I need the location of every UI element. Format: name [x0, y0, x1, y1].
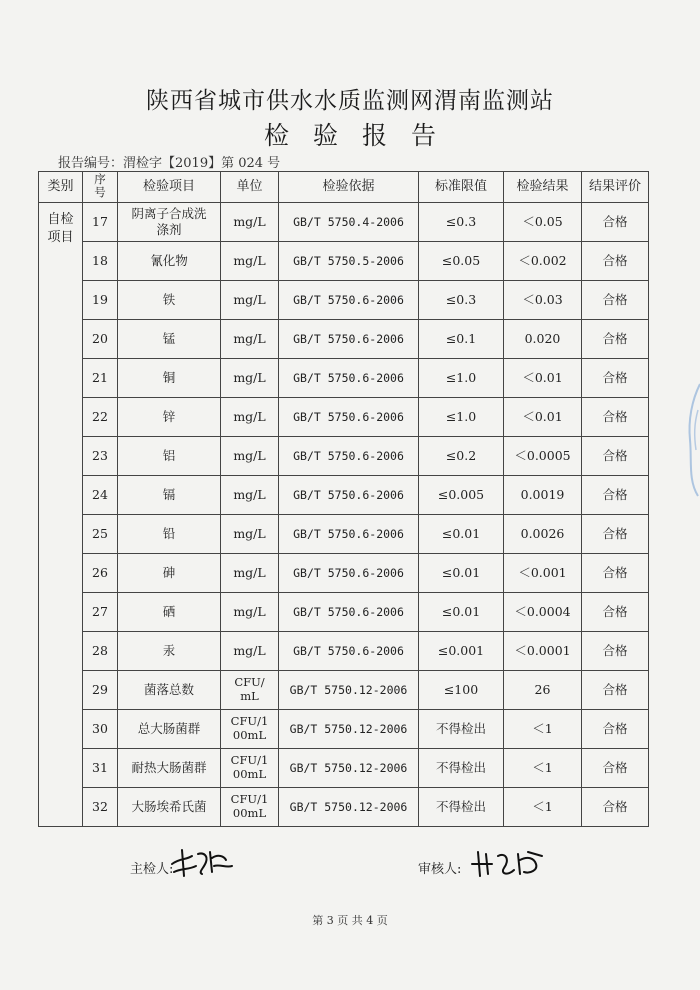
unit: mg/L	[221, 476, 279, 515]
report-title: 检验报告	[263, 121, 460, 150]
standard-limit: ≤0.3	[419, 203, 504, 242]
test-result: 0.0026	[504, 515, 582, 554]
test-method: GB/T 5750.12-2006	[279, 671, 419, 710]
standard-limit: ≤0.05	[419, 242, 504, 281]
standard-limit: ≤1.0	[419, 359, 504, 398]
evaluation: 合格	[582, 203, 649, 242]
row-number: 30	[83, 710, 118, 749]
unit: mg/L	[221, 281, 279, 320]
standard-limit: ≤0.01	[419, 515, 504, 554]
standard-limit: ≤0.01	[419, 554, 504, 593]
row-number: 24	[83, 476, 118, 515]
test-item: 铁	[118, 281, 221, 320]
test-method: GB/T 5750.6-2006	[279, 515, 419, 554]
table-row	[39, 320, 649, 359]
standard-limit: ≤0.005	[419, 476, 504, 515]
standard-limit: ≤0.3	[419, 281, 504, 320]
unit: mg/L	[221, 203, 279, 242]
standard-limit: ≤0.1	[419, 320, 504, 359]
page-number: 第 3 页 共 4 页	[312, 914, 388, 927]
test-item: 铜	[118, 359, 221, 398]
test-result: 0.020	[504, 320, 582, 359]
table-row	[39, 671, 649, 710]
test-result: 0.0019	[504, 476, 582, 515]
standard-limit: 不得检出	[419, 788, 504, 827]
unit: CFU/mL	[221, 671, 279, 710]
header-method: 检验依据	[279, 172, 419, 203]
test-result: ＜1	[504, 710, 582, 749]
evaluation: 合格	[582, 632, 649, 671]
row-number: 22	[83, 398, 118, 437]
inspector-signature	[168, 846, 238, 880]
header-item: 检验项目	[118, 172, 221, 203]
unit: CFU/100mL	[221, 749, 279, 788]
test-item: 砷	[118, 554, 221, 593]
test-method: GB/T 5750.6-2006	[279, 398, 419, 437]
row-number: 21	[83, 359, 118, 398]
test-item: 菌落总数	[118, 671, 221, 710]
table-header-row	[39, 172, 649, 203]
unit: CFU/100mL	[221, 710, 279, 749]
results-table	[38, 171, 649, 827]
test-method: GB/T 5750.12-2006	[279, 710, 419, 749]
test-item: 锌	[118, 398, 221, 437]
header-evaluation: 结果评价	[582, 172, 649, 203]
test-item: 硒	[118, 593, 221, 632]
test-item: 大肠埃希氏菌	[118, 788, 221, 827]
evaluation: 合格	[582, 437, 649, 476]
evaluation: 合格	[582, 593, 649, 632]
category-cell: 自检项目	[39, 203, 83, 827]
header-result: 检验结果	[504, 172, 582, 203]
header-limit: 标准限值	[419, 172, 504, 203]
evaluation: 合格	[582, 476, 649, 515]
test-method: GB/T 5750.6-2006	[279, 359, 419, 398]
header-category: 类别	[39, 172, 83, 203]
standard-limit: ≤0.001	[419, 632, 504, 671]
table-row	[39, 437, 649, 476]
stamp-edge	[682, 380, 700, 500]
test-result: 26	[504, 671, 582, 710]
header-seq: 序号	[83, 172, 118, 203]
report-number: 报告编号：渭检字【2019】第 024 号	[58, 156, 281, 171]
unit: mg/L	[221, 437, 279, 476]
test-method: GB/T 5750.12-2006	[279, 788, 419, 827]
unit: CFU/100mL	[221, 788, 279, 827]
org-title: 陕西省城市供水水质监测网渭南监测站	[146, 88, 554, 114]
row-number: 19	[83, 281, 118, 320]
unit: mg/L	[221, 632, 279, 671]
unit: mg/L	[221, 398, 279, 437]
test-result: ＜0.001	[504, 554, 582, 593]
evaluation: 合格	[582, 671, 649, 710]
test-item: 镉	[118, 476, 221, 515]
table-row	[39, 593, 649, 632]
standard-limit: ≤0.2	[419, 437, 504, 476]
test-result: ＜1	[504, 788, 582, 827]
test-item: 耐热大肠菌群	[118, 749, 221, 788]
test-method: GB/T 5750.12-2006	[279, 749, 419, 788]
evaluation: 合格	[582, 554, 649, 593]
evaluation: 合格	[582, 281, 649, 320]
table-row	[39, 515, 649, 554]
row-number: 17	[83, 203, 118, 242]
table-row	[39, 281, 649, 320]
test-method: GB/T 5750.6-2006	[279, 320, 419, 359]
test-result: ＜0.01	[504, 359, 582, 398]
row-number: 25	[83, 515, 118, 554]
table-row	[39, 398, 649, 437]
evaluation: 合格	[582, 398, 649, 437]
test-method: GB/T 5750.6-2006	[279, 437, 419, 476]
header-unit: 单位	[221, 172, 279, 203]
test-method: GB/T 5750.6-2006	[279, 593, 419, 632]
table-row	[39, 203, 649, 242]
unit: mg/L	[221, 593, 279, 632]
standard-limit: 不得检出	[419, 710, 504, 749]
row-number: 28	[83, 632, 118, 671]
table-row	[39, 749, 649, 788]
unit: mg/L	[221, 515, 279, 554]
evaluation: 合格	[582, 515, 649, 554]
table-row	[39, 554, 649, 593]
test-result: ＜0.0001	[504, 632, 582, 671]
row-number: 31	[83, 749, 118, 788]
row-number: 23	[83, 437, 118, 476]
evaluation: 合格	[582, 242, 649, 281]
evaluation: 合格	[582, 710, 649, 749]
test-item: 总大肠菌群	[118, 710, 221, 749]
inspector-label: 主检人:	[130, 862, 174, 877]
test-item: 锰	[118, 320, 221, 359]
evaluation: 合格	[582, 359, 649, 398]
test-item: 阴离子合成洗涤剂	[118, 203, 221, 242]
row-number: 18	[83, 242, 118, 281]
table-row	[39, 242, 649, 281]
unit: mg/L	[221, 242, 279, 281]
test-result: ＜0.0004	[504, 593, 582, 632]
unit: mg/L	[221, 320, 279, 359]
test-result: ＜0.05	[504, 203, 582, 242]
test-method: GB/T 5750.6-2006	[279, 632, 419, 671]
test-method: GB/T 5750.6-2006	[279, 281, 419, 320]
test-method: GB/T 5750.4-2006	[279, 203, 419, 242]
reviewer-signature	[468, 846, 548, 880]
test-result: ＜0.002	[504, 242, 582, 281]
test-result: ＜0.01	[504, 398, 582, 437]
table-row	[39, 710, 649, 749]
test-item: 铅	[118, 515, 221, 554]
unit: mg/L	[221, 554, 279, 593]
row-number: 32	[83, 788, 118, 827]
test-method: GB/T 5750.6-2006	[279, 554, 419, 593]
standard-limit: ≤1.0	[419, 398, 504, 437]
test-result: ＜0.0005	[504, 437, 582, 476]
row-number: 27	[83, 593, 118, 632]
test-method: GB/T 5750.6-2006	[279, 476, 419, 515]
table-row	[39, 788, 649, 827]
table-row	[39, 476, 649, 515]
standard-limit: ≤0.01	[419, 593, 504, 632]
row-number: 29	[83, 671, 118, 710]
test-item: 铝	[118, 437, 221, 476]
test-item: 氰化物	[118, 242, 221, 281]
evaluation: 合格	[582, 320, 649, 359]
standard-limit: ≤100	[419, 671, 504, 710]
evaluation: 合格	[582, 749, 649, 788]
evaluation: 合格	[582, 788, 649, 827]
table-row	[39, 632, 649, 671]
unit: mg/L	[221, 359, 279, 398]
reviewer-label: 审核人:	[418, 862, 462, 877]
table-row	[39, 359, 649, 398]
row-number: 26	[83, 554, 118, 593]
test-result: ＜1	[504, 749, 582, 788]
test-item: 汞	[118, 632, 221, 671]
test-result: ＜0.03	[504, 281, 582, 320]
test-method: GB/T 5750.5-2006	[279, 242, 419, 281]
standard-limit: 不得检出	[419, 749, 504, 788]
row-number: 20	[83, 320, 118, 359]
table-body	[39, 203, 649, 827]
